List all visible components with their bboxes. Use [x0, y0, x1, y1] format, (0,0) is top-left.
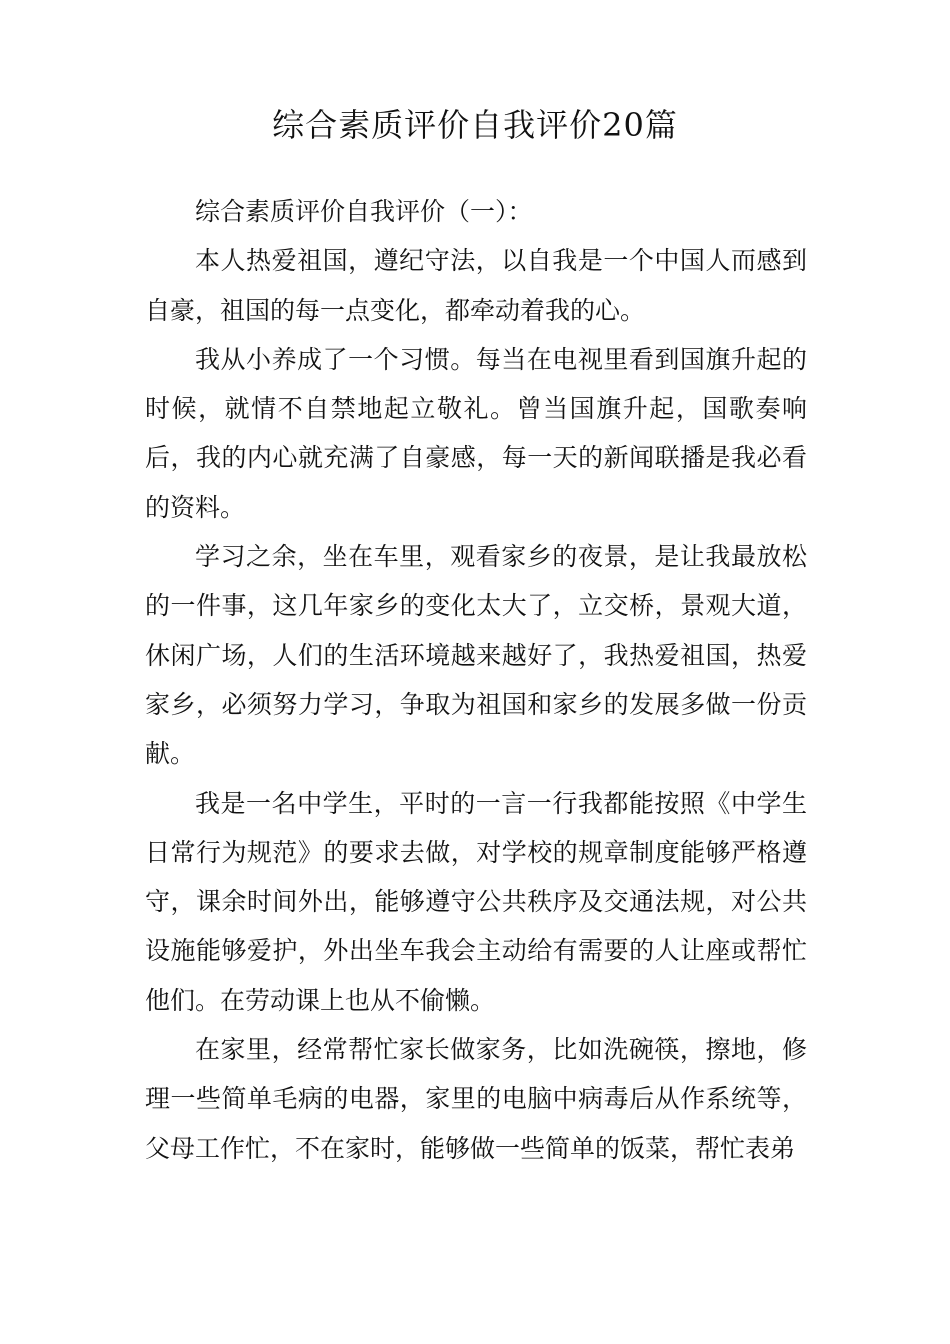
- paragraph: 本人热爱祖国，遵纪守法，以自我是一个中国人而感到自豪，祖国的每一点变化，都牵动着我的心。: [145, 246, 807, 325]
- paragraph: 学习之余，坐在车里，观看家乡的夜景，是让我最放松的一件事，这几年家乡的变化太大了，立交桥，景观大道，休闲广场，人们的生活环境越来越好了，我热爱祖国，热爱家乡，必须努力学习，争取为祖国和家乡的发展多做一份贡献。: [145, 542, 807, 769]
- document-body: [145, 187, 807, 1173]
- paragraph: 在家里，经常帮忙家长做家务，比如洗碗筷，擦地，修理一些简单毛病的电器，家里的电脑中病毒后从作系统等，父母工作忙，不在家时，能够做一些简单的饭菜，帮忙表弟: [145, 1035, 807, 1163]
- section-heading: 综合素质评价自我评价（一）：: [195, 197, 533, 226]
- paragraph: 我是一名中学生，平时的一言一行我都能按照《中学生日常行为规范》的要求去做，对学校的规章制度能够严格遵守，课余时间外出，能够遵守公共秩序及交通法规，对公共设施能够爱护，外出坐车我会主动给有需要的人让座或帮忙他们。在劳动课上也从不偷懒。: [145, 788, 807, 1015]
- document-title: 综合素质评价自我评价20篇: [272, 106, 678, 144]
- paragraph: 我从小养成了一个习惯。每当在电视里看到国旗升起的时候，就情不自禁地起立敬礼。曾当国旗升起，国歌奏响后，我的内心就充满了自豪感，每一天的新闻联播是我必看的资料。: [145, 344, 807, 522]
